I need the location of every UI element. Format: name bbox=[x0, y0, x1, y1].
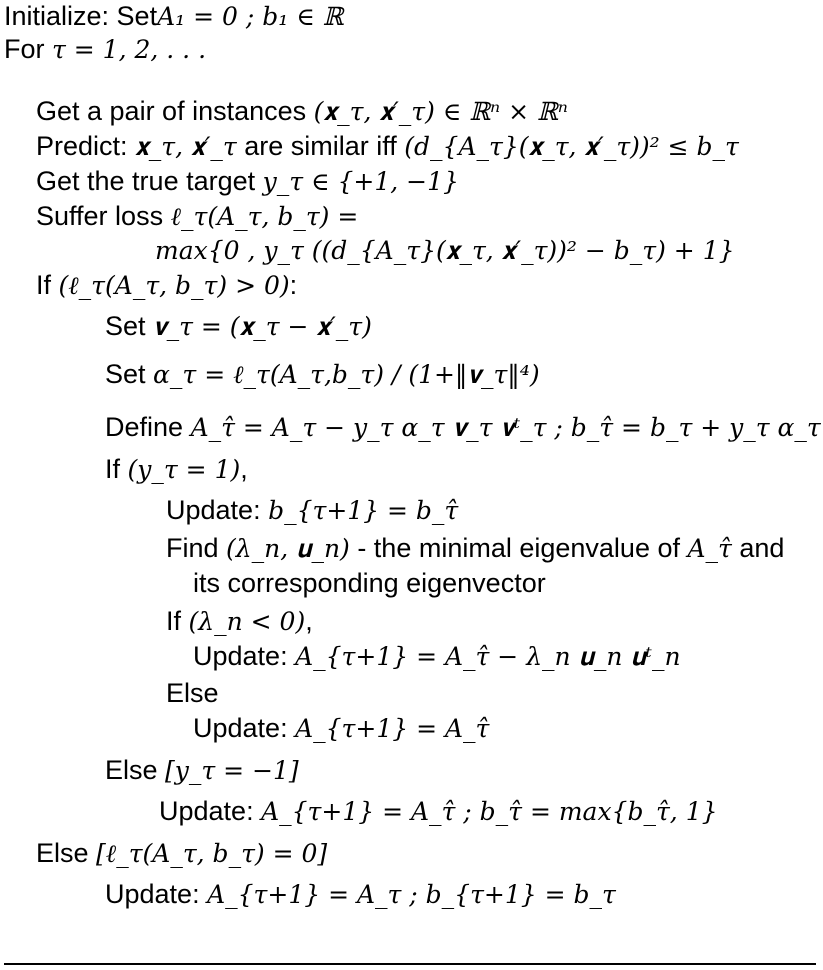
line-text: - the minimal eigenvalue of bbox=[349, 533, 688, 563]
line-text: Initialize: Set bbox=[4, 1, 158, 31]
line-math: (ℓ_τ(A_τ, b_τ) > 0) bbox=[58, 271, 290, 300]
algo-line-find-eigen bbox=[166, 532, 784, 565]
line-math: (y_τ = 1) bbox=[127, 455, 241, 484]
line-text: , bbox=[305, 606, 313, 636]
algo-line-else-y-neg bbox=[105, 754, 299, 787]
line-math: A_{τ+1} = A_τ̂ − λ_n 𝐮_n 𝐮ᵗ_n bbox=[295, 642, 681, 671]
algo-line-if-loss bbox=[36, 269, 297, 302]
line-text: Predict: bbox=[36, 131, 136, 161]
line-math: (λ_n, 𝐮_n) bbox=[226, 534, 350, 563]
line-text: are similar iff bbox=[236, 131, 405, 161]
algo-line-get-pair bbox=[36, 95, 568, 128]
line-text: Get a pair of instances bbox=[36, 96, 314, 126]
line-text: Update: bbox=[166, 495, 269, 525]
line-text: Find bbox=[166, 533, 227, 563]
algo-line-initialize bbox=[4, 0, 343, 33]
line-text: Update: bbox=[193, 641, 296, 671]
line-text: If bbox=[36, 270, 59, 300]
algo-line-eigenvector bbox=[193, 567, 546, 599]
line-math: A_{τ+1} = A_τ̂ ; b_τ̂ = max{b_τ̂, 1} bbox=[261, 797, 718, 826]
algo-line-get-target bbox=[36, 165, 459, 198]
algo-line-update-a-eigen bbox=[193, 640, 681, 673]
line-text: Define bbox=[105, 412, 191, 442]
line-text: Update: bbox=[105, 879, 208, 909]
algo-line-define bbox=[105, 411, 821, 444]
algo-line-update-unchanged bbox=[105, 878, 616, 911]
line-text: For bbox=[4, 34, 53, 64]
algo-line-loss-formula bbox=[155, 234, 735, 267]
line-text: Else bbox=[105, 755, 166, 785]
line-text: Else bbox=[36, 838, 97, 868]
algo-line-else-loss-zero bbox=[36, 837, 327, 870]
line-math: max{0 , y_τ ((d_{A_τ}(𝐱_τ, 𝐱′_τ))² − b_τ) + 1} bbox=[155, 236, 735, 265]
line-text: Suffer loss bbox=[36, 201, 171, 231]
algo-line-suffer-loss bbox=[36, 200, 358, 233]
algo-line-if-y-pos bbox=[105, 453, 248, 486]
line-math: τ = 1, 2, . . . bbox=[52, 35, 207, 64]
line-math: A_τ̂ = A_τ − y_τ α_τ 𝐯_τ 𝐯ᵗ_τ ; b_τ̂ = b_τ + y_τ α_τ bbox=[190, 413, 821, 442]
line-text: Get the true target bbox=[36, 166, 263, 196]
bottom-rule bbox=[4, 963, 816, 965]
line-math: [y_τ = −1] bbox=[165, 756, 299, 785]
algo-line-update-a-hat bbox=[193, 712, 489, 745]
line-text: Set bbox=[105, 311, 154, 341]
line-math: y_τ ∈ {+1, −1} bbox=[262, 167, 459, 196]
algo-line-for bbox=[4, 33, 206, 66]
line-text: If bbox=[105, 454, 128, 484]
line-math: (𝐱_τ, 𝐱′_τ) ∈ ℝⁿ × ℝⁿ bbox=[313, 97, 568, 126]
line-math: ℓ_τ(A_τ, b_τ) = bbox=[170, 202, 359, 231]
line-math: A_τ̂ bbox=[687, 534, 732, 563]
algo-line-else-inner bbox=[166, 677, 219, 709]
line-text: If bbox=[166, 606, 189, 636]
algo-line-predict bbox=[36, 130, 739, 163]
algo-line-update-a-b-max bbox=[159, 795, 718, 828]
line-text: and bbox=[731, 533, 785, 563]
line-text: Update: bbox=[159, 796, 262, 826]
algo-line-update-b bbox=[166, 494, 458, 527]
line-text: , bbox=[240, 454, 248, 484]
algo-line-if-lambda bbox=[166, 605, 313, 638]
line-math: [ℓ_τ(A_τ, b_τ) = 0] bbox=[96, 839, 328, 868]
algo-line-set-alpha bbox=[105, 358, 540, 391]
algo-line-set-v bbox=[105, 310, 372, 343]
line-text: : bbox=[289, 270, 298, 300]
line-math: (d_{A_τ}(𝐱_τ, 𝐱′_τ))² ≤ b_τ bbox=[404, 132, 739, 161]
line-math: A_{τ+1} = A_τ̂ bbox=[295, 714, 490, 743]
line-text: Else bbox=[166, 678, 219, 708]
line-math: 𝐱_τ, 𝐱′_τ bbox=[135, 132, 237, 161]
line-math: A_{τ+1} = A_τ ; b_{τ+1} = b_τ bbox=[207, 880, 616, 909]
line-math: A₁ = 0 ; b₁ ∈ ℝ bbox=[157, 2, 344, 31]
line-math: b_{τ+1} = b_τ̂ bbox=[268, 496, 459, 525]
line-text: Set bbox=[105, 359, 154, 389]
line-text: its corresponding eigenvector bbox=[193, 568, 546, 598]
line-text: Update: bbox=[193, 713, 296, 743]
line-math: (λ_n < 0) bbox=[188, 607, 306, 636]
line-math: α_τ = ℓ_τ(A_τ,b_τ) / (1+‖𝐯_τ‖⁴) bbox=[153, 360, 540, 389]
line-math: 𝐯_τ = (𝐱_τ − 𝐱′_τ) bbox=[153, 312, 372, 341]
